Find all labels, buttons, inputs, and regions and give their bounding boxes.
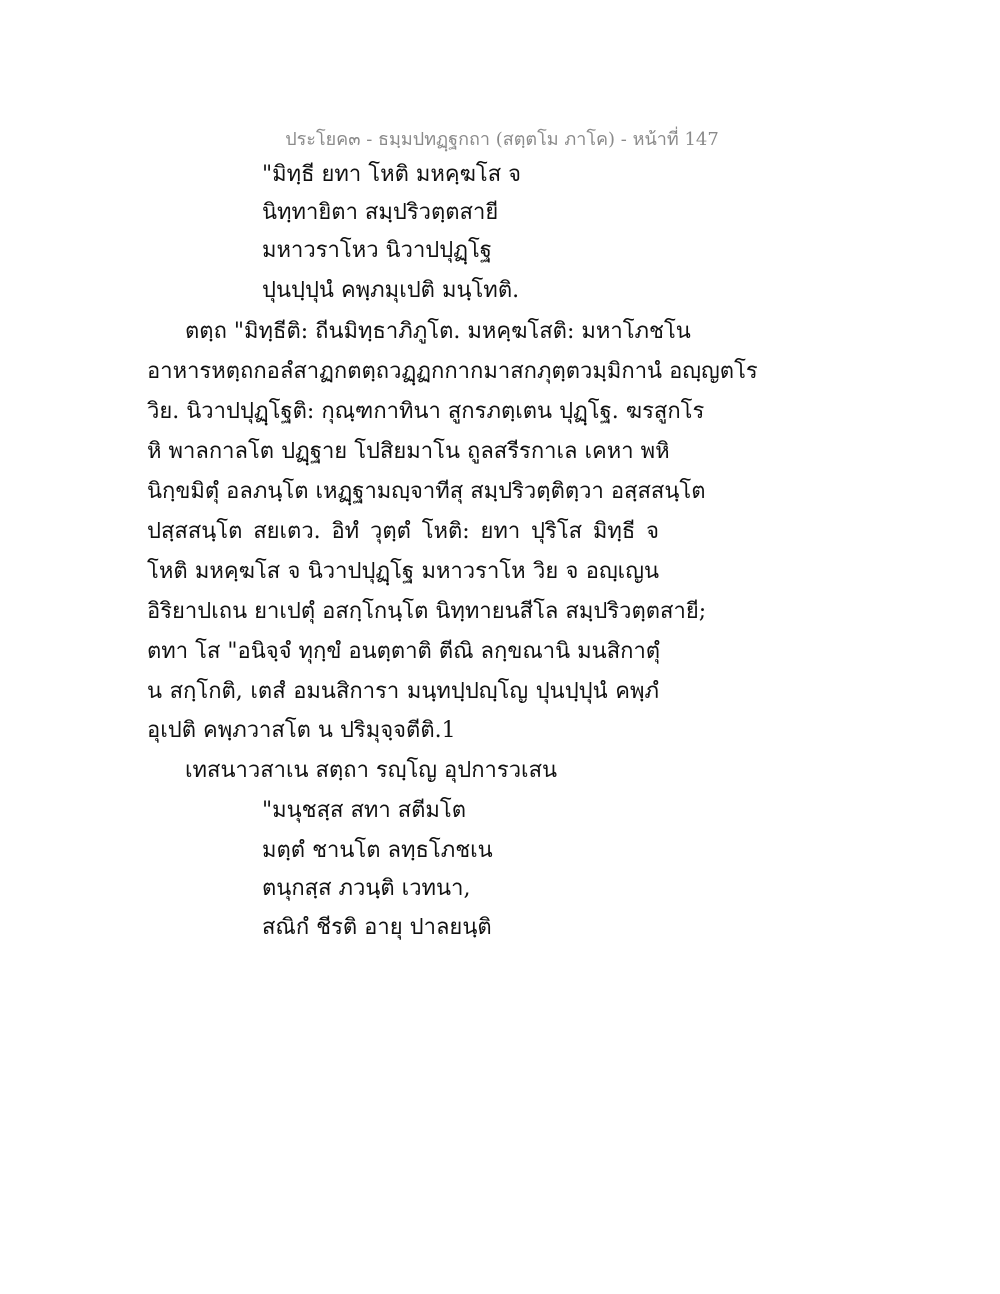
prose-line: หิ พาลกาลโต ปฏฺฐาย โปสิยมาโน ถูลสรีรกาเล เคหา พหิ (147, 439, 670, 464)
prose-line: ตทา โส "อนิจฺจํ ทุกฺขํ อนตฺตาติ ตีณิ ลกฺขณานิ มนสิกาตุํ (147, 639, 661, 664)
prose-line: วิย. นิวาปปุฏฺโฐติ: กุณฺฑกาทินา สูกรภตฺเตน ปุฏฺโฐ. ฆรสูกโร (147, 399, 705, 424)
verse-line: มหาวราโหว นิวาปปุฏฺโฐ (262, 238, 492, 263)
verse-line: "มนุชสฺส สทา สตีมโต (262, 798, 467, 823)
verse-line: สณิกํ ชีรติ อายุ ปาลยนฺติ (262, 915, 492, 940)
verse-line: ตนุกสฺส ภวนฺติ เวทนา, (262, 876, 471, 901)
verse-line: "มิทฺธี ยทา โหติ มหคฺฆโส จ (262, 162, 522, 187)
page-header: ประโยค๓ - ธมฺมปทฏฺฐกถา (สตฺตโม ภาโค) - หน้าที่ 147 (285, 129, 719, 150)
prose-line: ตตฺถ "มิทฺธีติ: ถีนมิทฺธาภิภูโต. มหคฺฆโสติ: มหาโภชโน (185, 319, 691, 344)
prose-line: อุเปติ คพฺภวาสโต น ปริมุจฺจตีติ.1 (147, 718, 456, 743)
prose-line: นิกฺขมิตุํ อลภนฺโต เหฏฺฐามญฺจาทีสุ สมฺปริวตฺติตฺวา อสฺสสนฺโต (147, 479, 706, 504)
verse-line: มตฺตํ ชานโต ลทฺธโภชเน (262, 838, 493, 863)
prose-paragraph-2: เทสนาวสาเน สตฺถา รญฺโญ อุปการวเสน (185, 758, 558, 783)
verse-line: นิทฺทายิตา สมฺปริวตฺตสายี (262, 200, 499, 225)
prose-line: โหติ มหคฺฆโส จ นิวาปปุฏฺโฐ มหาวราโห วิย จ อญฺเญน (147, 559, 659, 584)
prose-line: อาหารหตฺถกอลํสาฏกตตฺถวฏฺฏกกากมาสกภุตฺตวมฺมิกานํ อญฺญตโร (147, 359, 758, 384)
prose-line: อิริยาปเถน ยาเปตุํ อสกฺโกนฺโต นิทฺทายนสีโล สมฺปริวตฺตสายี; (147, 599, 707, 624)
prose-line: น สกฺโกติ, เตสํ อมนสิการา มนฺทปฺปญฺโญ ปุนปฺปุนํ คพฺภํ (147, 679, 659, 704)
verse-line: ปุนปฺปุนํ คพฺภมุเปติ มนฺโทติ. (262, 278, 520, 303)
prose-line: ปสฺสสนฺโต สยเตว. อิทํ วุตฺตํ โหติ: ยทา ปุริโส มิทฺธี จ (147, 519, 659, 544)
